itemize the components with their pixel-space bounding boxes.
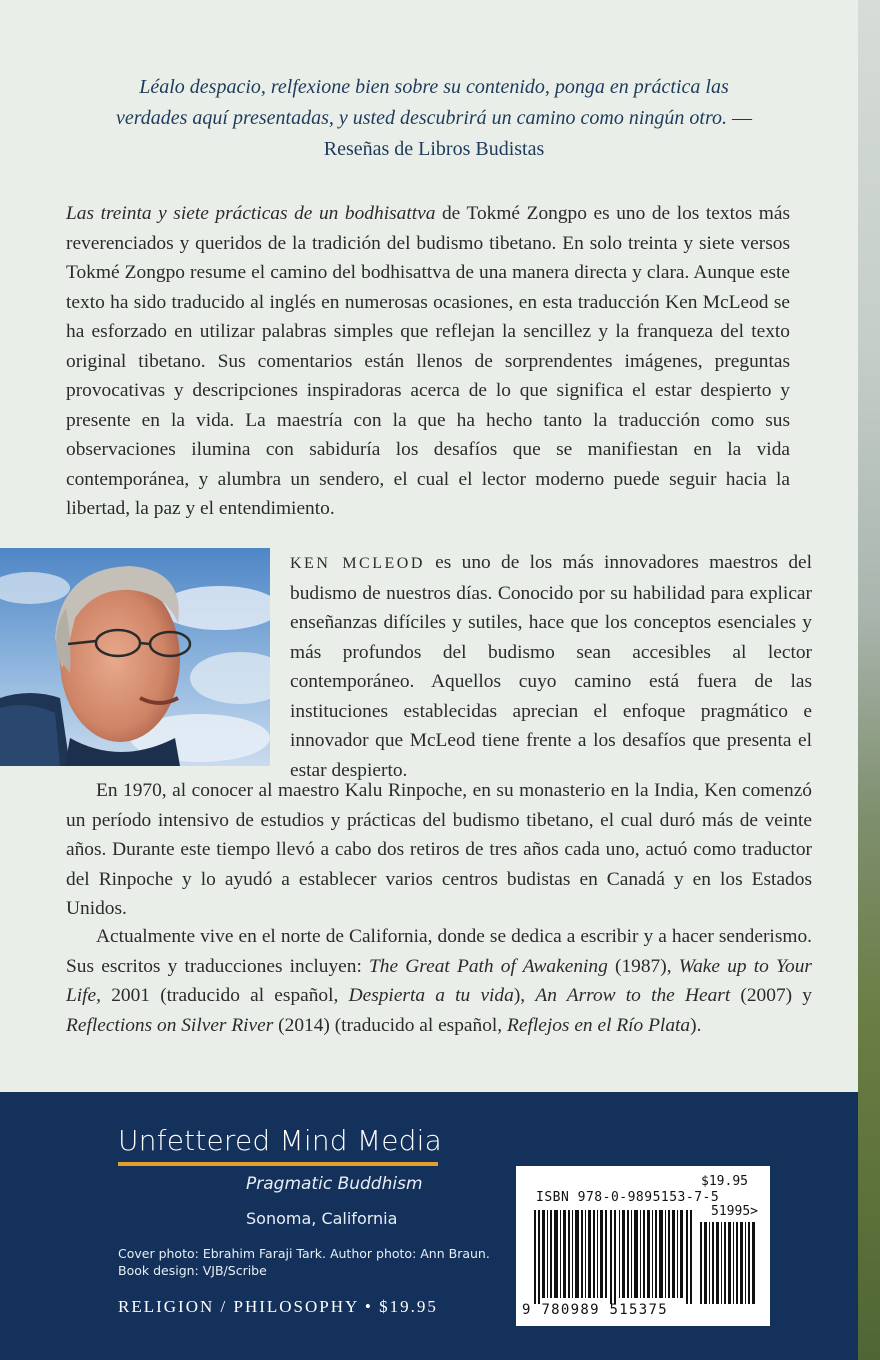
barcode-ean-number: 9 780989 515375 xyxy=(522,1302,668,1318)
bio-current-text-3: 2001 (traducido al español, xyxy=(101,985,349,1006)
bio-current-text-6: (2014) (traducido al español, xyxy=(273,1014,508,1036)
author-portrait-image xyxy=(0,548,270,766)
author-bio-current xyxy=(66,922,812,1040)
author-bio-intro xyxy=(290,548,812,785)
work-title-4: An Arrow to the Heart xyxy=(535,985,731,1006)
work-title-5: Reflections on Silver River xyxy=(66,1014,274,1036)
quote-attribution: —Reseñas de Libros Budistas xyxy=(323,107,753,160)
book-description xyxy=(66,199,790,524)
work-title-6: Reflejos en el Río Plata xyxy=(507,1014,691,1036)
barcode-bars-addon xyxy=(700,1222,756,1304)
barcode-price: $19.95 xyxy=(701,1174,748,1189)
publisher-tagline: Pragmatic Buddhism xyxy=(246,1174,423,1194)
photo-credits xyxy=(118,1245,518,1279)
publisher-accent-rule xyxy=(118,1162,438,1166)
work-title-3: Despierta a tu vida xyxy=(348,985,514,1006)
category-price: RELIGION / PHILOSOPHY • $19.95 xyxy=(118,1297,438,1316)
work-title-1: The Great Path of Awakening xyxy=(369,955,608,977)
bio-current-text-7: ). xyxy=(690,1014,702,1036)
author-bio-intro-text: es uno de los más innovadores maestros del budismo de nuestros días. Conocido por su habilidad para explicar enseñanzas difíciles y sutiles, hace que los conceptos esenciales y más profundos del budismo sean accesibles al lector contemporáneo. Aquellos cuyo camino está fuera de las instituciones establecidas aprecian el enfoque pragmático e innovador que McLeod tiene frente a los desafíos que presenta el estar despierto. xyxy=(290,552,813,781)
description-text: de Tokmé Zongpo es uno de los textos más reverenciados y queridos de la tradición del budismo tibetano. En solo treinta y siete versos Tokmé Zongpo resume el camino del bodhisattva de una manera directa y clara. Aunque este texto ha sido traducido al inglés en numerosas ocasiones, en esta traducción Ken McLeod se ha esforzado en utilizar palabras simples que reflejan la sencillez y la franqueza del texto original tibetano. Sus comentarios están llenos de sorprendentes imágenes, preguntas provocativas y descripciones inspiradoras acerca de lo que significa el estar despierto y presente en la vida. La maestría con la que ha hecho tanto la traducción como sus observaciones ilumina con sabiduría los desafíos que se manifiestan en la vida contemporánea, y alumbra un sendero, el cual el lector moderno puede seguir hacia la libertad, la paz y el entendimiento. xyxy=(66,203,790,519)
bio-current-text-2: (1987), xyxy=(607,955,679,977)
author-name: KEN MCLEOD xyxy=(290,555,425,572)
barcode-isbn: ISBN 978-0-9895153-7-5 xyxy=(536,1190,720,1205)
isbn-barcode xyxy=(516,1166,770,1326)
credits-line-1: Cover photo: Ebrahim Faraji Tark. Author photo: Ann Braun. xyxy=(118,1246,490,1261)
credits-line-2: Book design: VJB/Scribe xyxy=(118,1263,267,1278)
cover-edge-strip xyxy=(858,0,880,1360)
publisher-location: Sonoma, California xyxy=(246,1209,398,1228)
work-title-2: Wake up to Your Life, xyxy=(66,955,812,1006)
bio-current-text-1: Actualmente vive en el norte de California, donde se dedica a escribir y a hacer senderismo. Sus escritos y traducciones incluyen: xyxy=(66,926,812,977)
publisher-name: Unfettered Mind Media xyxy=(118,1124,442,1157)
author-bio-history: En 1970, al conocer al maestro Kalu Rinpoche, en su monasterio en la India, Ken comenzó un período intensivo de estudios y prácticas del budismo tibetano, el cual duró más de veinte años. Durante este tiempo llevó a cabo dos retiros de tres años cada uno, actuó como traductor del Rinpoche y lo ayudó a establecer varios centros budistas en Canadá y en los Estados Unidos. xyxy=(66,780,812,919)
barcode-addon-number: 51995> xyxy=(711,1204,758,1219)
review-quote xyxy=(110,72,758,165)
bio-current-text-5: (2007) y xyxy=(730,985,813,1006)
quote-text: Léalo despacio, relfexione bien sobre su contenido, ponga en práctica las verdades aquí presentadas, y usted descubrirá un camino como ningún otro. xyxy=(115,76,729,129)
bio-current-text-4: ), xyxy=(513,985,536,1006)
barcode-bars-main xyxy=(534,1210,692,1304)
author-photo xyxy=(0,548,270,766)
book-title-italic: Las treinta y siete prácticas de un bodhisattva xyxy=(66,203,436,224)
